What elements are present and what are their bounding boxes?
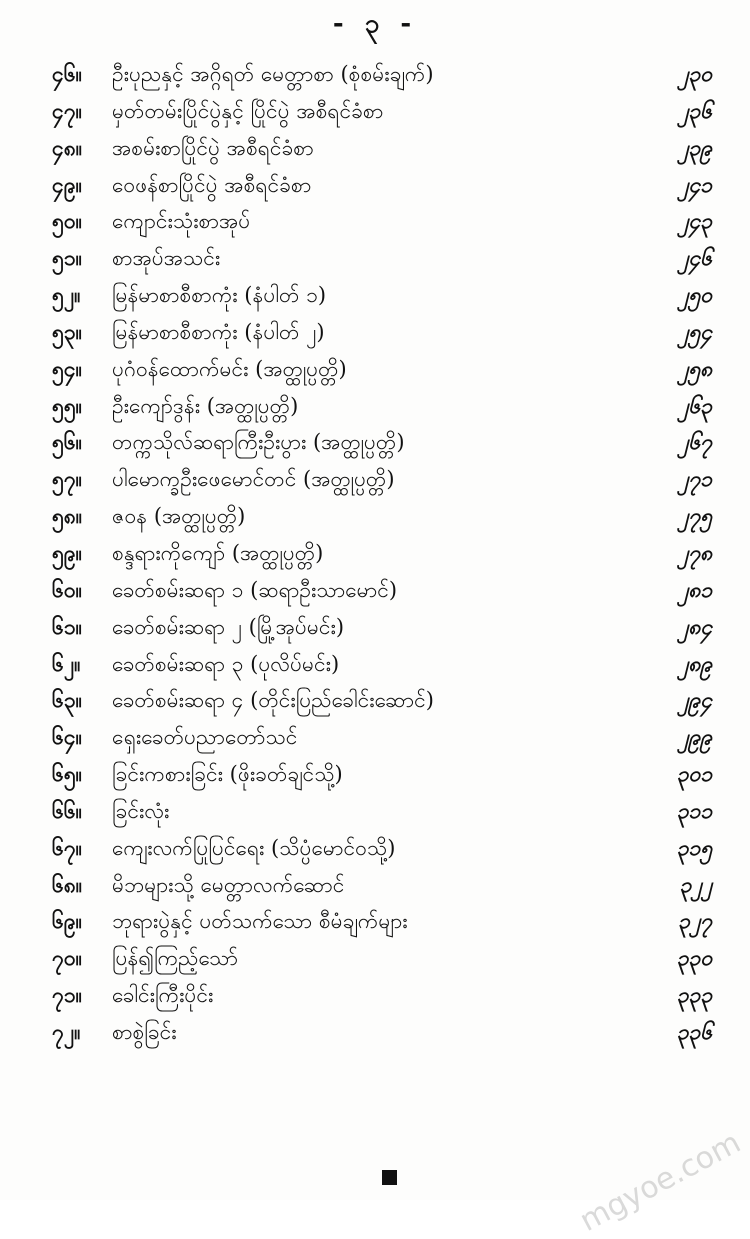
entry-page-number: ၂၃၀	[678, 61, 712, 86]
entry-page-number: ၂၈၁	[677, 576, 712, 602]
entry-number: ၆၄။	[52, 724, 82, 750]
entry-title: ဦးကျော်ဒွန်း (အတ္ထုပ္ပတ္တိ)	[112, 393, 299, 418]
toc-entry	[0, 682, 750, 719]
entry-title: ပုဂံဝန်ထောက်မင်း (အတ္ထုပ္ပတ္တိ)	[112, 356, 347, 381]
end-mark-square	[382, 1170, 397, 1185]
watermark: mgyoe.com	[573, 1125, 746, 1239]
toc-entry	[0, 240, 750, 277]
toc-entry	[0, 461, 750, 498]
entry-title: ခေတ်စမ်းဆရာ ၄ (တိုင်းပြည်ခေါင်းဆောင်)	[112, 688, 434, 713]
entry-title: ဘုရားပွဲနှင့် ပတ်သက်သော စီမံချက်များ	[112, 909, 408, 934]
entry-number: ၄၈။	[52, 134, 83, 160]
entry-page-number: ၃၂၂	[679, 871, 712, 897]
toc-entry	[0, 93, 750, 130]
entry-title: တက္ကသိုလ်ဆရာကြီးဦးပွား (အတ္ထုပ္ပတ္တိ)	[112, 430, 405, 455]
entry-title: ခေတ်စမ်းဆရာ ၃ (ပုလိပ်မင်း)	[112, 651, 340, 676]
entry-number: ၆၂။	[52, 650, 81, 676]
entry-page-number: ၃၃၀	[676, 945, 712, 971]
toc-entry	[0, 646, 750, 683]
toc-entry	[0, 719, 750, 756]
toc-entry	[0, 867, 750, 904]
entry-page-number: ၂၆၇	[678, 429, 712, 455]
toc-entry	[0, 388, 750, 425]
entry-number: ၅၀။	[52, 208, 82, 234]
toc-entry	[0, 498, 750, 535]
entry-number: ၅၂။	[52, 282, 81, 308]
entry-title: မှတ်တမ်းပြိုင်ပွဲနှင့် ပြိုင်ပွဲ အစီရင်ခံစာ	[112, 98, 384, 123]
entry-page-number: ၂၅၈	[677, 355, 712, 381]
entry-number: ၆၇။	[52, 834, 82, 860]
toc-entry	[0, 351, 750, 388]
entry-number: ၇၀။	[52, 945, 82, 971]
entry-title: အစမ်းစာပြိုင်ပွဲ အစီရင်ခံစာ	[112, 135, 314, 160]
entry-number: ၅၈။	[52, 503, 83, 529]
entry-number: ၅၃။	[52, 318, 82, 344]
entry-page-number: ၂၃၉	[678, 134, 712, 160]
entry-page-number: ၃၁၁	[676, 797, 712, 823]
entry-page-number: ၂၉၉	[678, 724, 712, 750]
entry-number: ၆၀။	[52, 576, 82, 602]
entry-title: ခေါင်းကြီးပိုင်း	[112, 983, 214, 1008]
entry-title: ဦးပုညနှင့် အဂ္ဂိရတ် မေတ္တာစာ (စုံစမ်းချက်)	[112, 62, 434, 86]
toc-entry	[0, 203, 750, 240]
entry-title: မြန်မာစာစီစာကုံး (နံပါတ် ၂)	[112, 319, 325, 344]
entry-page-number: ၂၃၆	[678, 97, 712, 123]
entry-number: ၇၂။	[52, 1018, 81, 1044]
entry-title: ကျေးလက်ပြုပြင်ရေး (သိပ္ပံမောင်ဝသို့)	[112, 835, 396, 860]
entry-page-number: ၃၃၃	[676, 982, 712, 1008]
entry-title: စာအုပ်အသင်း	[112, 246, 221, 271]
entry-title: ခေတ်စမ်းဆရာ ၁ (ဆရာဦးသာမောင်)	[112, 577, 398, 602]
entry-page-number: ၂၄၃	[678, 208, 712, 234]
entry-page-number: ၂၇၁	[678, 466, 712, 492]
toc-entry	[0, 830, 750, 867]
entry-number: ၅၄။	[52, 355, 82, 381]
toc-entry	[0, 424, 750, 461]
entry-title: မိဘများသို့ မေတ္တာလက်ဆောင်	[112, 872, 345, 897]
entry-page-number: ၂၅၄	[678, 318, 712, 344]
entry-number: ၅၁။	[52, 245, 82, 271]
entry-title: ဇဝန (အတ္ထုပ္ပတ္တိ)	[112, 504, 246, 529]
entry-number: ၇၁။	[52, 982, 82, 1008]
entry-page-number: ၂၇၅	[678, 503, 712, 529]
entry-title: ခေတ်စမ်းဆရာ ၂ (မြို့အုပ်မင်း)	[112, 614, 345, 639]
entry-page-number: ၂၄၁	[678, 171, 712, 197]
entry-number: ၆၉။	[52, 908, 82, 934]
entry-number: ၆၃။	[52, 687, 82, 713]
entry-page-number: ၃၀၁	[676, 761, 712, 787]
toc-entry	[0, 130, 750, 167]
entry-title: ခြင်းလုံး	[112, 798, 170, 823]
entry-title: စန္ဒရားကိုကျော် (အတ္ထုပ္ပတ္တိ)	[112, 540, 324, 565]
entry-number: ၄၉။	[52, 171, 82, 197]
entry-page-number: ၂၅၀	[678, 282, 712, 308]
toc-entry	[0, 940, 750, 977]
toc-entry	[0, 903, 750, 940]
entry-title: ဝေဖန်စာပြိုင်ပွဲ အစီရင်ခံစာ	[112, 172, 312, 197]
entry-page-number: ၂၉၄	[678, 687, 712, 713]
toc-entry	[0, 572, 750, 609]
entry-number: ၅၆။	[52, 429, 82, 455]
entry-title: ရှေးခေတ်ပညာတော်သင်	[112, 725, 298, 750]
entry-number: ၄၆။	[52, 61, 82, 86]
entry-page-number: ၃၂၇	[678, 908, 712, 934]
entry-title: ပြန်၍ကြည့်သော်	[112, 946, 238, 971]
toc-entry	[0, 793, 750, 830]
entry-page-number: ၂၆၃	[678, 392, 712, 418]
table-of-contents	[0, 56, 750, 1051]
entry-page-number: ၂၈၉	[677, 650, 712, 676]
entry-number: ၆၈။	[52, 871, 83, 897]
entry-page-number: ၂၈၄	[677, 613, 712, 639]
entry-title: စာစွဲခြင်း	[112, 1019, 177, 1044]
toc-entry	[0, 609, 750, 646]
entry-number: ၄၇။	[52, 97, 82, 123]
entry-title: မြန်မာစာစီစာကုံး (နံပါတ် ၁)	[112, 283, 327, 308]
entry-page-number: ၂၄၆	[678, 245, 712, 271]
toc-entry	[0, 314, 750, 351]
entry-number: ၆၅။	[52, 761, 82, 787]
toc-entry	[0, 535, 750, 572]
entry-title: ကျောင်းသုံးစာအုပ်	[112, 209, 251, 234]
entry-title: ခြင်းကစားခြင်း (ဖိုးခတ်ချင်သို့)	[112, 762, 343, 787]
toc-entry	[0, 977, 750, 1014]
page-number: - ၃ -	[332, 9, 418, 39]
entry-page-number: ၃၃၆	[676, 1018, 712, 1044]
entry-page-number: ၂၇၈	[677, 539, 712, 565]
toc-entry	[0, 756, 750, 793]
entry-number: ၅၇။	[52, 466, 82, 492]
toc-entry	[0, 56, 750, 93]
entry-number: ၆၁။	[52, 613, 82, 639]
toc-entry	[0, 1014, 750, 1051]
entry-number: ၅၅။	[52, 392, 82, 418]
toc-entry	[0, 277, 750, 314]
entry-number: ၅၉။	[52, 539, 82, 565]
entry-title: ပါမောက္ခဦးဖေမောင်တင် (အတ္ထုပ္ပတ္တိ)	[112, 467, 395, 492]
toc-entry	[0, 167, 750, 204]
entry-page-number: ၃၁၅	[676, 834, 712, 860]
entry-number: ၆၆။	[52, 797, 82, 823]
